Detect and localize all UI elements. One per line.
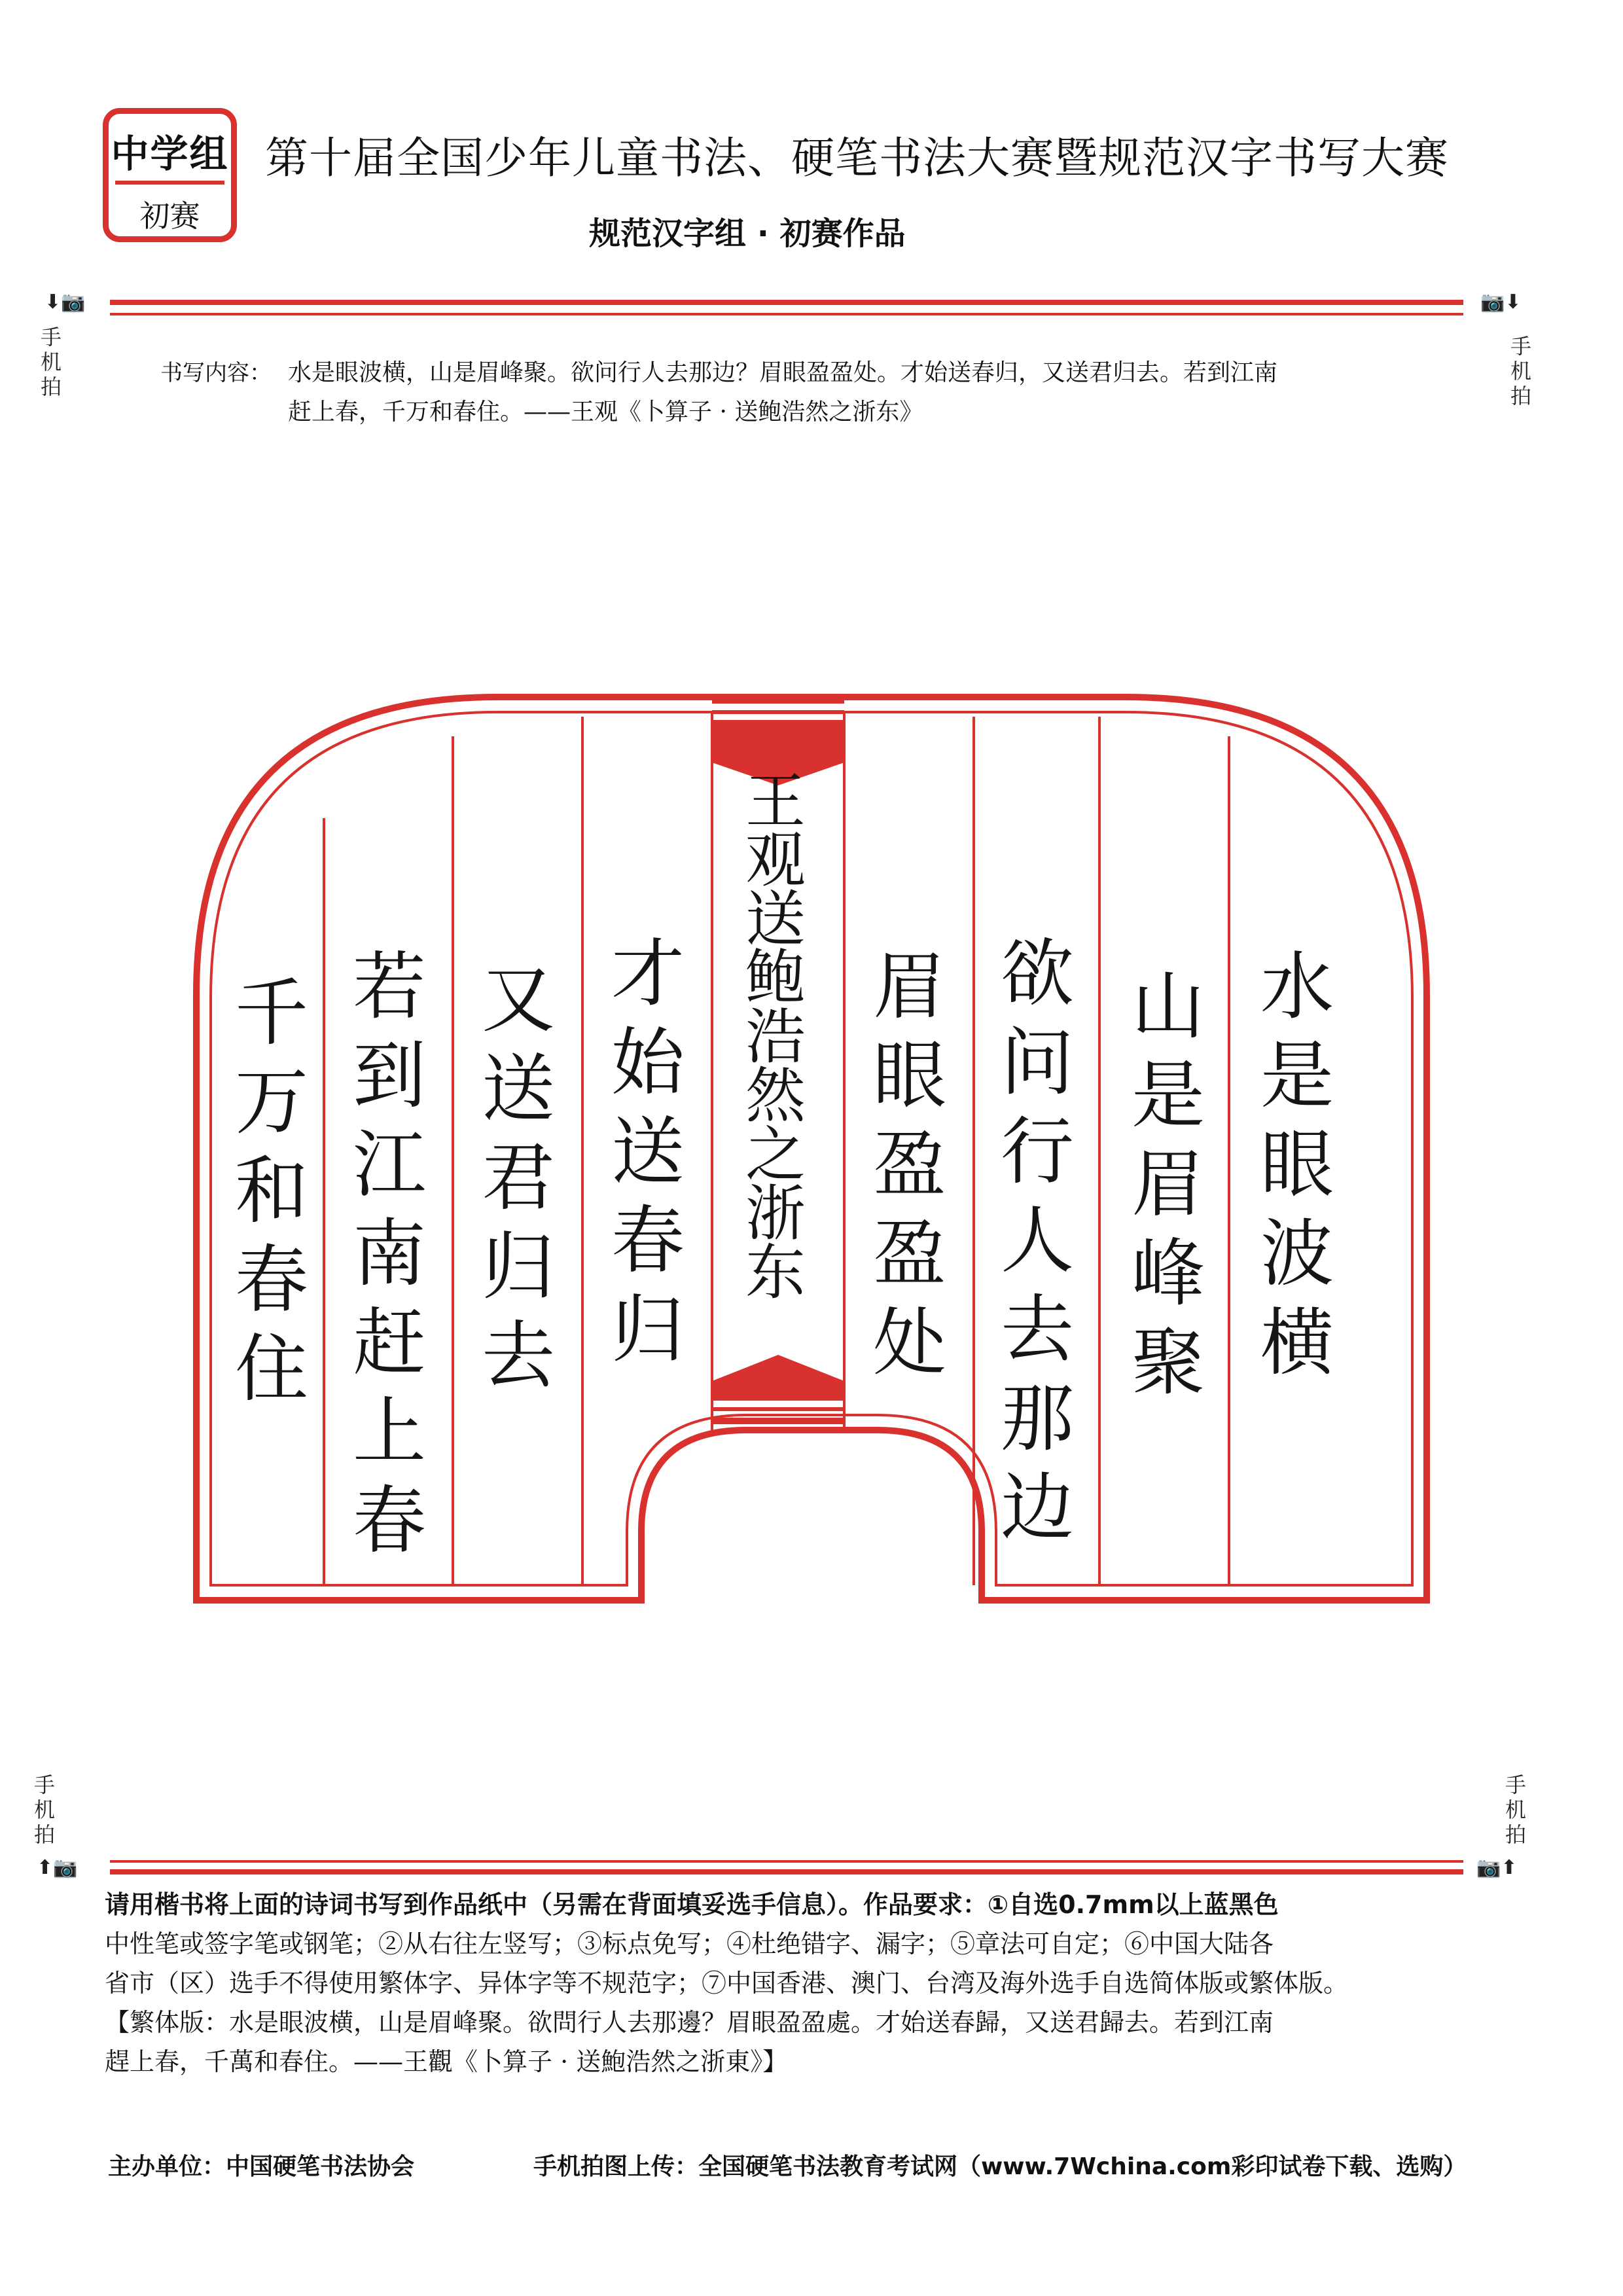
poem-char: 若: [353, 944, 426, 1030]
poem-char: 春: [235, 1238, 308, 1323]
poem-column-2: [1116, 962, 1221, 1407]
page-title: 第十届全国少年儿童书法、硬笔书法大赛暨规范汉字书写大赛: [265, 133, 1449, 183]
poem-char: 去: [482, 1314, 555, 1399]
poem-char: 又: [482, 958, 555, 1043]
poem-char: 眉: [1132, 1142, 1205, 1227]
instructions-line-5: 趕上春，千萬和春住。——王觀《卜算子 · 送鮑浩然之浙東》】: [105, 2047, 788, 2076]
poem-char: 人: [1001, 1198, 1074, 1283]
poem-char: 行: [1001, 1109, 1074, 1194]
poem-char: 去: [1001, 1287, 1074, 1372]
poem-column-1: [1245, 942, 1349, 1388]
poem-column-3: [985, 929, 1090, 1552]
poem-column-5: [596, 929, 700, 1374]
badge-group-label: 中学组: [111, 132, 229, 176]
poem-column-4: [857, 942, 962, 1388]
footer-upload: 手机拍图上传：全国硬笔书法教育考试网（www.7Wchina.com彩印试卷下载、选购）: [533, 2153, 1467, 2180]
title-char: 然: [745, 1061, 806, 1131]
poem-char: 眼: [873, 1033, 946, 1119]
poem-char: 山: [1132, 964, 1205, 1049]
poem-char: 到: [353, 1033, 426, 1119]
photo-mark-char: 手: [1510, 334, 1531, 359]
poem-char: 千: [235, 971, 308, 1056]
page-subtitle: 规范汉字组 · 初赛作品: [589, 215, 906, 252]
photo-mark-char: 手: [33, 1772, 55, 1797]
poem-char: 万: [235, 1060, 308, 1145]
poem-char: 住: [235, 1327, 308, 1412]
camera-icon-bottom-right: 📷⬆: [1476, 1856, 1518, 1879]
poem-char: 处: [873, 1300, 946, 1386]
poem-char: 边: [1001, 1465, 1074, 1551]
photo-mark-char: 机: [1505, 1797, 1526, 1822]
instructions-line-4: 【繁体版：水是眼波横，山是眉峰聚。欲問行人去那邊？眉眼盈盈處。才始送春歸，又送君歸去。若到江南: [105, 2008, 1274, 2037]
poem-char: 是: [1260, 1033, 1334, 1119]
poem-title-column: [710, 766, 841, 1308]
instructions: [105, 1885, 1518, 2081]
photo-mark-char: 拍: [40, 374, 62, 399]
poem-char: 欲: [1001, 931, 1074, 1016]
poem-char: 峰: [1132, 1231, 1205, 1316]
poem-char: 君: [482, 1136, 555, 1221]
title-char: 王: [745, 766, 806, 836]
poem-char: 那: [1001, 1376, 1074, 1462]
poem-char: 眼: [1260, 1122, 1334, 1208]
poem-column-8: [219, 969, 324, 1414]
instructions-line-3: 省市（区）选手不得使用繁体字、异体字等不规范字；⑦中国香港、澳门、台湾及海外选手自选简体版或繁体版。: [105, 1969, 1349, 1998]
poem-char: 归: [611, 1287, 685, 1372]
poem-char: 眉: [873, 944, 946, 1030]
poem-char: 春: [353, 1479, 426, 1564]
photo-mark-char: 拍: [33, 1822, 55, 1847]
bottom-rule-thin: [110, 1860, 1463, 1863]
poem-char: 春: [611, 1198, 685, 1283]
title-char: 东: [745, 1238, 806, 1308]
photo-mark-char: 拍: [1510, 384, 1531, 408]
photo-mark-char: 机: [40, 350, 62, 374]
poem-char: 是: [1132, 1053, 1205, 1138]
poem-char: 送: [611, 1109, 685, 1194]
title-char: 浙: [745, 1179, 806, 1249]
poem-char: 盈: [873, 1211, 946, 1297]
bottom-rule-thick: [110, 1869, 1463, 1874]
poem-char: 横: [1260, 1300, 1334, 1386]
photo-mark-char: 机: [1510, 359, 1531, 384]
title-char: 鲍: [745, 943, 806, 1013]
poem-char: 送: [482, 1047, 555, 1132]
content-text-line1: 水是眼波横，山是眉峰聚。欲问行人去那边？眉眼盈盈处。才始送春归，又送君归去。若到江南: [288, 359, 1278, 386]
footer-organizer: 主办单位：中国硬笔书法协会: [108, 2153, 415, 2180]
instructions-line-1: 请用楷书将上面的诗词书写到作品纸中（另需在背面填妥选手信息）。作品要求：①自选0.7mm以上蓝黑色: [105, 1890, 1279, 1919]
title-char: 送: [745, 884, 806, 954]
photo-mark-char: 手: [1505, 1772, 1526, 1797]
camera-icon-top-left: ⬇📷: [45, 291, 86, 314]
poem-char: 和: [235, 1149, 308, 1234]
poem-char: 江: [353, 1122, 426, 1208]
poem-char: 赶: [353, 1300, 426, 1386]
camera-icon-bottom-left: ⬆📷: [37, 1856, 78, 1879]
poem-char: 问: [1001, 1020, 1074, 1105]
poem-char: 归: [482, 1225, 555, 1310]
poem-char: 才: [611, 931, 685, 1016]
poem-column-7: [337, 942, 442, 1566]
poem-char: 上: [353, 1390, 426, 1475]
poem-column-6: [466, 956, 571, 1401]
title-char: 观: [745, 825, 806, 895]
poem-char: 盈: [873, 1122, 946, 1208]
photo-mark-char: 拍: [1505, 1822, 1526, 1847]
content-label: 书写内容：: [160, 360, 272, 386]
poem-char: 波: [1260, 1211, 1334, 1297]
poem-char: 始: [611, 1020, 685, 1105]
poem-char: 水: [1260, 944, 1334, 1030]
photo-mark-char: 机: [33, 1797, 55, 1822]
photo-mark-char: 手: [40, 325, 62, 350]
poem-char: 南: [353, 1211, 426, 1297]
instructions-line-2: 中性笔或签字笔或钢笔；②从右往左竖写；③标点免写；④杜绝错字、漏字；⑤章法可自定；⑥中国大陆各: [105, 1929, 1274, 1958]
camera-icon-top-right: 📷⬇: [1480, 291, 1522, 314]
badge-stage-label: 初赛: [139, 198, 200, 234]
poem-char: 聚: [1132, 1320, 1205, 1405]
content-text-line2: 赶上春，千万和春住。——王观《卜算子 · 送鲍浩然之浙东》: [288, 399, 923, 425]
title-char: 之: [745, 1120, 806, 1190]
title-char: 浩: [745, 1002, 806, 1072]
